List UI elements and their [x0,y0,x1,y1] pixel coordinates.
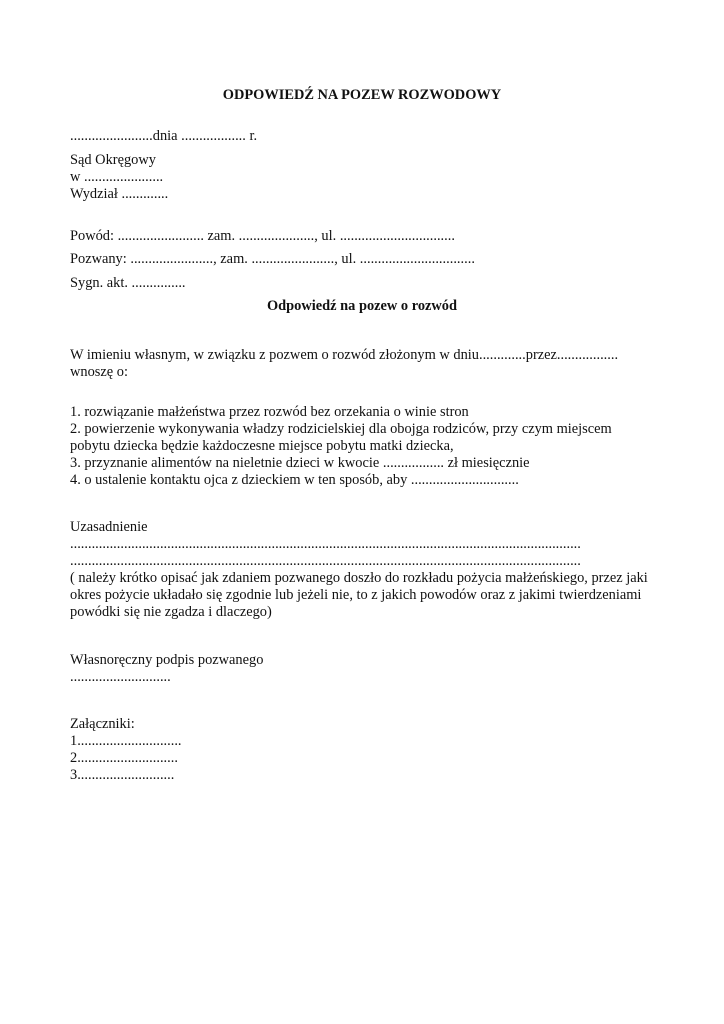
intro-line-2: wnoszę o: [70,364,128,380]
request-line: 4. o ustalenie kontaktu ojca z dzieckiem w ten sposób, aby .............................. [70,472,519,488]
attachment-item: 1............................. [70,733,182,749]
signature-label: Własnoręczny podpis pozwanego [70,652,264,668]
justification-note: okres pożycie układało się zgodnie lub jeżeli nie, to z jakich powodów oraz z jakimi twierdzeniami [70,587,642,603]
plaintiff-line: Powód: ........................ zam. ....................., ul. ................................ [70,228,455,244]
request-line: 3. przyznanie alimentów na nieletnie dzieci w kwocie ................. zł miesięcznie [70,455,530,471]
case-reference: Sygn. akt. ............... [70,275,186,291]
defendant-line: Pozwany: ......................., zam. ......................., ul. ................................ [70,251,475,267]
attachment-item: 3........................... [70,767,175,783]
date-line: .......................dnia .................. r. [70,128,258,144]
signature-dots: ............................ [70,669,171,685]
justification-dots: .............................................................................................................................................. [70,553,581,569]
court-department: Wydział ............. [70,186,169,202]
attachments-heading: Załączniki: [70,716,135,732]
justification-dots: .............................................................................................................................................. [70,536,581,552]
intro-line-1: W imieniu własnym, w związku z pozwem o rozwód złożonym w dniu.............przez................. [70,347,619,363]
document-subtitle: Odpowiedź na pozew o rozwód [266,298,457,314]
justification-heading: Uzasadnienie [70,519,148,535]
attachment-item: 2............................ [70,750,178,766]
court-location: w ...................... [70,169,164,185]
request-line: 1. rozwiązanie małżeństwa przez rozwód bez orzekania o winie stron [70,404,469,420]
justification-note: powódki się nie zgadza i dlaczego) [70,604,272,620]
document-title: ODPOWIEDŹ NA POZEW ROZWODOWY [222,87,502,103]
request-line: pobytu dziecka będzie każdoczesne miejsce pobytu matki dziecka, [70,438,454,454]
justification-note: ( należy krótko opisać jak zdaniem pozwanego doszło do rozkładu pożycia małżeńskiego, przez jaki [70,570,648,586]
request-line: 2. powierzenie wykonywania władzy rodzicielskiej dla obojga rodziców, przy czym miejscem [70,421,612,437]
court-name: Sąd Okręgowy [70,152,156,168]
